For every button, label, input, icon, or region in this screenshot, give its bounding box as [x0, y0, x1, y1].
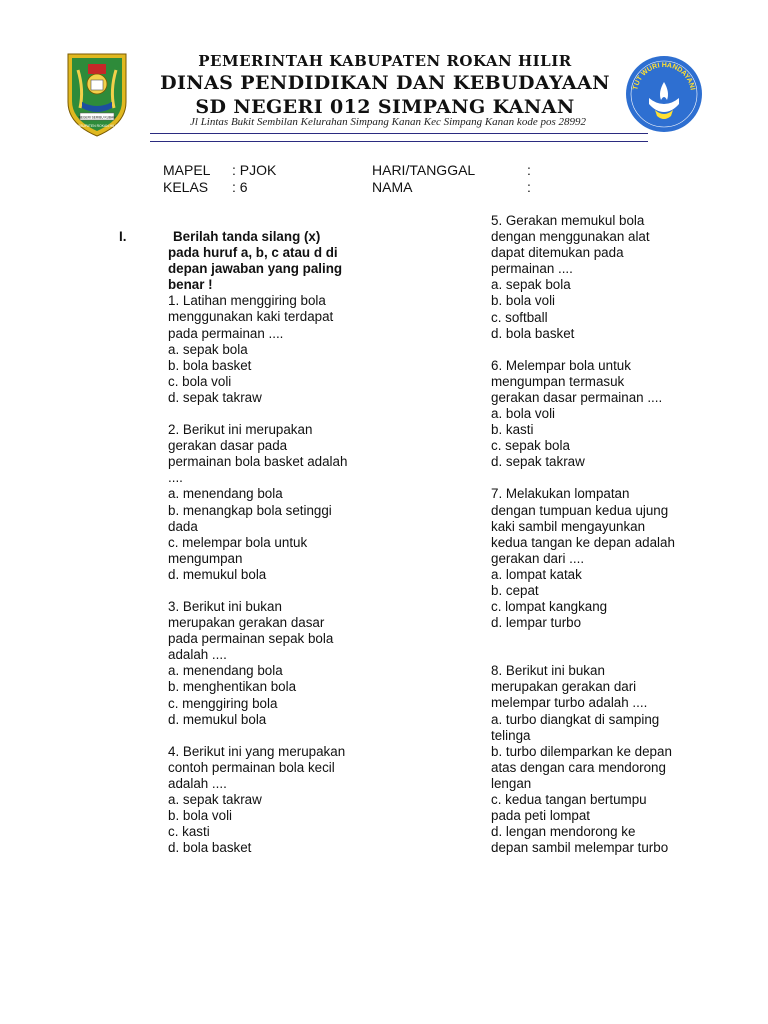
- header-rule-top: [150, 133, 648, 134]
- question-block: [168, 744, 347, 857]
- question-line: c. bola voli: [168, 373, 232, 389]
- question-line: melempar turbo adalah ....: [491, 695, 648, 711]
- question-line: pada peti lompat: [491, 808, 591, 824]
- question-text: 5. Gerakan memukul bola: [491, 213, 645, 228]
- question-gap: [491, 470, 675, 486]
- question-text: 1. Latihan menggiring bola: [168, 293, 326, 309]
- nama-value: :: [527, 179, 531, 195]
- question-line: b. cepat: [491, 582, 539, 598]
- question-gap: [168, 583, 347, 599]
- question-line: dengan tumpuan kedua ujung: [491, 502, 669, 518]
- question-block: [168, 293, 347, 406]
- question-line: lengan: [491, 775, 532, 791]
- question-line: adalah ....: [168, 775, 227, 791]
- question-gap: [168, 406, 347, 422]
- tut-wuri-arc-text: TUT WURI HANDAYANI: [632, 61, 696, 91]
- question-text: 2. Berikut ini merupakan: [168, 422, 313, 438]
- question-line: contoh permainan bola kecil: [168, 759, 335, 775]
- left-column: [168, 229, 347, 856]
- mapel-label: MAPEL: [163, 162, 211, 178]
- rokan-hilir-logo: [62, 50, 132, 138]
- question-text: 7. Melakukan lompatan: [491, 486, 630, 502]
- question-line: permainan bola basket adalah: [168, 454, 348, 470]
- section-number: I.: [119, 229, 127, 244]
- question-line: atas dengan cara mendorong: [491, 759, 666, 775]
- question-line: gerakan dasar pada: [168, 438, 288, 454]
- question-line: adalah ....: [168, 647, 227, 663]
- question-line: a. sepak bola: [168, 341, 248, 357]
- question-block: [168, 599, 347, 728]
- question-gap: [168, 728, 347, 744]
- mapel-value: : PJOK: [232, 162, 277, 178]
- question-line: telinga: [491, 727, 531, 743]
- instruction-line: Berilah tanda silang (x): [173, 229, 321, 244]
- question-gap: [491, 342, 675, 358]
- question-line: merupakan gerakan dasar: [168, 615, 325, 631]
- question-line: a. turbo diangkat di samping: [491, 711, 660, 727]
- instruction-line: pada huruf a, b, c atau d di: [168, 245, 338, 261]
- question-line: a. bola voli: [491, 406, 556, 422]
- question-line: a. lompat katak: [491, 566, 582, 582]
- question-line: d. lempar turbo: [491, 615, 582, 631]
- question-line: c. lompat kangkang: [491, 599, 608, 615]
- question-text: 4. Berikut ini yang merupakan: [168, 743, 346, 759]
- question-line: kaki sambil mengayunkan: [491, 518, 646, 534]
- header-rule-bottom: [150, 141, 648, 142]
- question-line: c. menggiring bola: [168, 695, 278, 711]
- question-line: b. menangkap bola setinggi: [168, 502, 332, 518]
- question-block: [491, 486, 675, 631]
- question-line: d. bola basket: [491, 325, 575, 341]
- header-department: DINAS PENDIDIKAN DAN KEBUDAYAAN: [160, 72, 610, 94]
- question-line: d. sepak takraw: [491, 454, 585, 470]
- question-line: d. memukul bola: [168, 566, 267, 582]
- question-line: a. menendang bola: [168, 663, 283, 679]
- question-line: d. sepak takraw: [168, 389, 262, 405]
- question-line: menggunakan kaki terdapat: [168, 309, 334, 325]
- header-government: PEMERINTAH KABUPATEN ROKAN HILIR: [198, 52, 572, 70]
- question-line: ....: [168, 470, 183, 486]
- question-text: 3. Berikut ini bukan: [168, 598, 282, 614]
- question-line: c. kedua tangan bertumpu: [491, 792, 647, 807]
- question-line: a. sepak takraw: [168, 792, 262, 807]
- question-block: [168, 422, 347, 583]
- question-line: c. kasti: [168, 824, 210, 840]
- question-line: pada permainan ....: [168, 325, 284, 341]
- question-line: b. bola voli: [491, 293, 556, 309]
- instruction-line: benar !: [168, 277, 213, 293]
- logo-banner-text: NEGERI SERIBU KUBAH: [78, 115, 116, 120]
- kelas-label: KELAS: [163, 179, 209, 195]
- question-line: dapat ditemukan pada: [491, 245, 624, 261]
- question-line: d. bola basket: [168, 840, 252, 856]
- question-line: kedua tangan ke depan adalah: [491, 534, 675, 550]
- question-line: d. memukul bola: [168, 711, 267, 727]
- question-line: a. sepak bola: [491, 277, 571, 293]
- question-block: [491, 213, 675, 342]
- instruction-line: depan jawaban yang paling: [168, 261, 343, 277]
- question-line: a. menendang bola: [168, 486, 283, 502]
- logo-left-label: KABUPATEN ROKAN HILIR: [75, 124, 119, 128]
- nama-label: NAMA: [372, 179, 413, 195]
- question-line: c. sepak bola: [491, 438, 570, 454]
- kelas-value: : 6: [232, 179, 248, 195]
- question-line: mengumpan termasuk: [491, 373, 625, 389]
- question-line: depan sambil melempar turbo: [491, 840, 669, 856]
- question-line: permainan ....: [491, 261, 573, 277]
- question-gap: [491, 631, 675, 663]
- question-block: [491, 358, 675, 471]
- question-line: pada permainan sepak bola: [168, 631, 334, 647]
- hari-tanggal-value: :: [527, 162, 531, 178]
- header-school: SD NEGERI 012 SIMPANG KANAN: [195, 96, 575, 118]
- question-block: [491, 663, 675, 856]
- question-line: gerakan dasar permainan ....: [491, 389, 663, 405]
- header-address: Jl Lintas Bukit Sembilan Kelurahan Simpang Kanan Kec Simpang Kanan kode pos 28992: [190, 116, 586, 128]
- question-line: merupakan gerakan dari: [491, 679, 637, 695]
- hari-tanggal-label: HARI/TANGGAL: [372, 162, 476, 178]
- question-line: d. lengan mendorong ke: [491, 824, 636, 840]
- question-line: b. kasti: [491, 422, 534, 438]
- question-line: dada: [168, 518, 198, 534]
- question-line: gerakan dari ....: [491, 550, 585, 566]
- question-line: c. melempar bola untuk: [168, 534, 308, 550]
- question-line: b. turbo dilemparkan ke depan: [491, 743, 672, 759]
- question-line: dengan menggunakan alat: [491, 229, 650, 245]
- question-line: b. menghentikan bola: [168, 679, 297, 695]
- question-text: 8. Berikut ini bukan: [491, 663, 605, 679]
- question-line: b. bola basket: [168, 357, 252, 373]
- question-line: b. bola voli: [168, 808, 233, 824]
- question-line: mengumpan: [168, 550, 243, 566]
- question-text: 6. Melempar bola untuk: [491, 357, 631, 373]
- right-column: [491, 213, 675, 856]
- question-line: c. softball: [491, 309, 548, 325]
